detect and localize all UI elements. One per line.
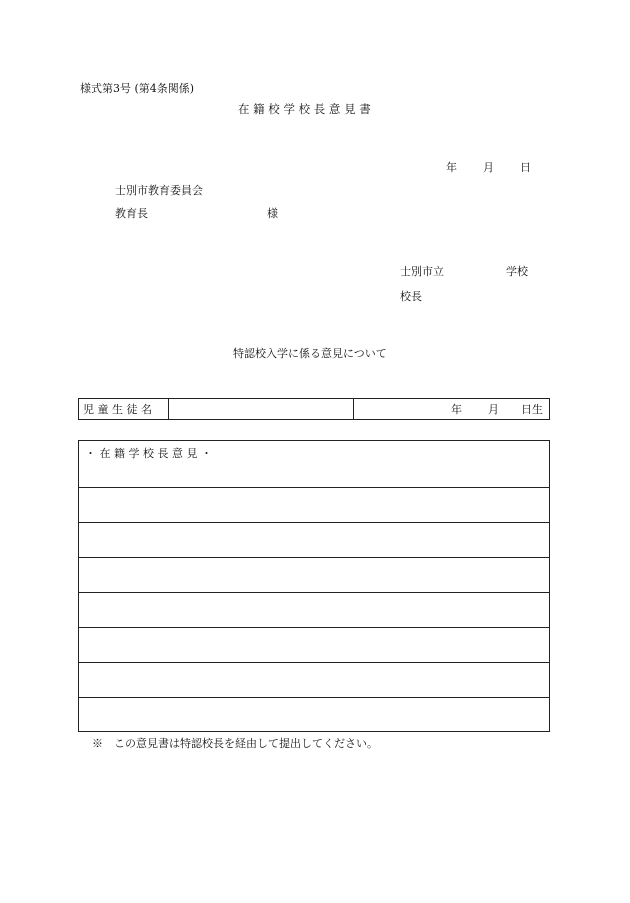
birth-day-label: 日生 [521,403,543,416]
sender-school: 学校 [506,265,528,278]
opinion-line [79,592,549,593]
form-number: 様式第3号 (第4条関係) [80,82,195,95]
date-month-label: 月 [483,161,494,174]
document-title: 在 籍 校 学 校 長 意 見 書 [238,102,371,116]
birth-date-field[interactable] [354,399,549,419]
opinion-heading: ・ 在 籍 学 校 長 意 見 ・ [85,447,212,460]
student-info-table [78,398,550,420]
document-subject: 特認校入学に係る意見について [233,347,387,360]
opinion-line [79,697,549,698]
opinion-line [79,627,549,628]
student-name-label: 児 童 生 徒 名 [79,399,169,419]
footnote: ※ この意見書は特認校長を経由して提出してください。 [92,737,378,750]
birth-month-label: 月 [488,403,499,416]
addressee-honorific: 様 [267,207,278,220]
addressee-title: 教育長 [115,207,148,220]
opinion-line [79,662,549,663]
sender-city: 士別市立 [400,265,444,278]
addressee-board: 士別市教育委員会 [115,184,203,197]
birth-year-label: 年 [451,403,462,416]
student-name-field[interactable] [169,399,354,419]
opinion-line [79,522,549,523]
principal-opinion-box[interactable] [78,440,550,732]
date-year-label: 年 [446,161,457,174]
opinion-line [79,487,549,488]
sender-principal: 校長 [400,290,422,303]
date-day-label: 日 [520,161,531,174]
opinion-line [79,557,549,558]
date-line [446,159,531,175]
